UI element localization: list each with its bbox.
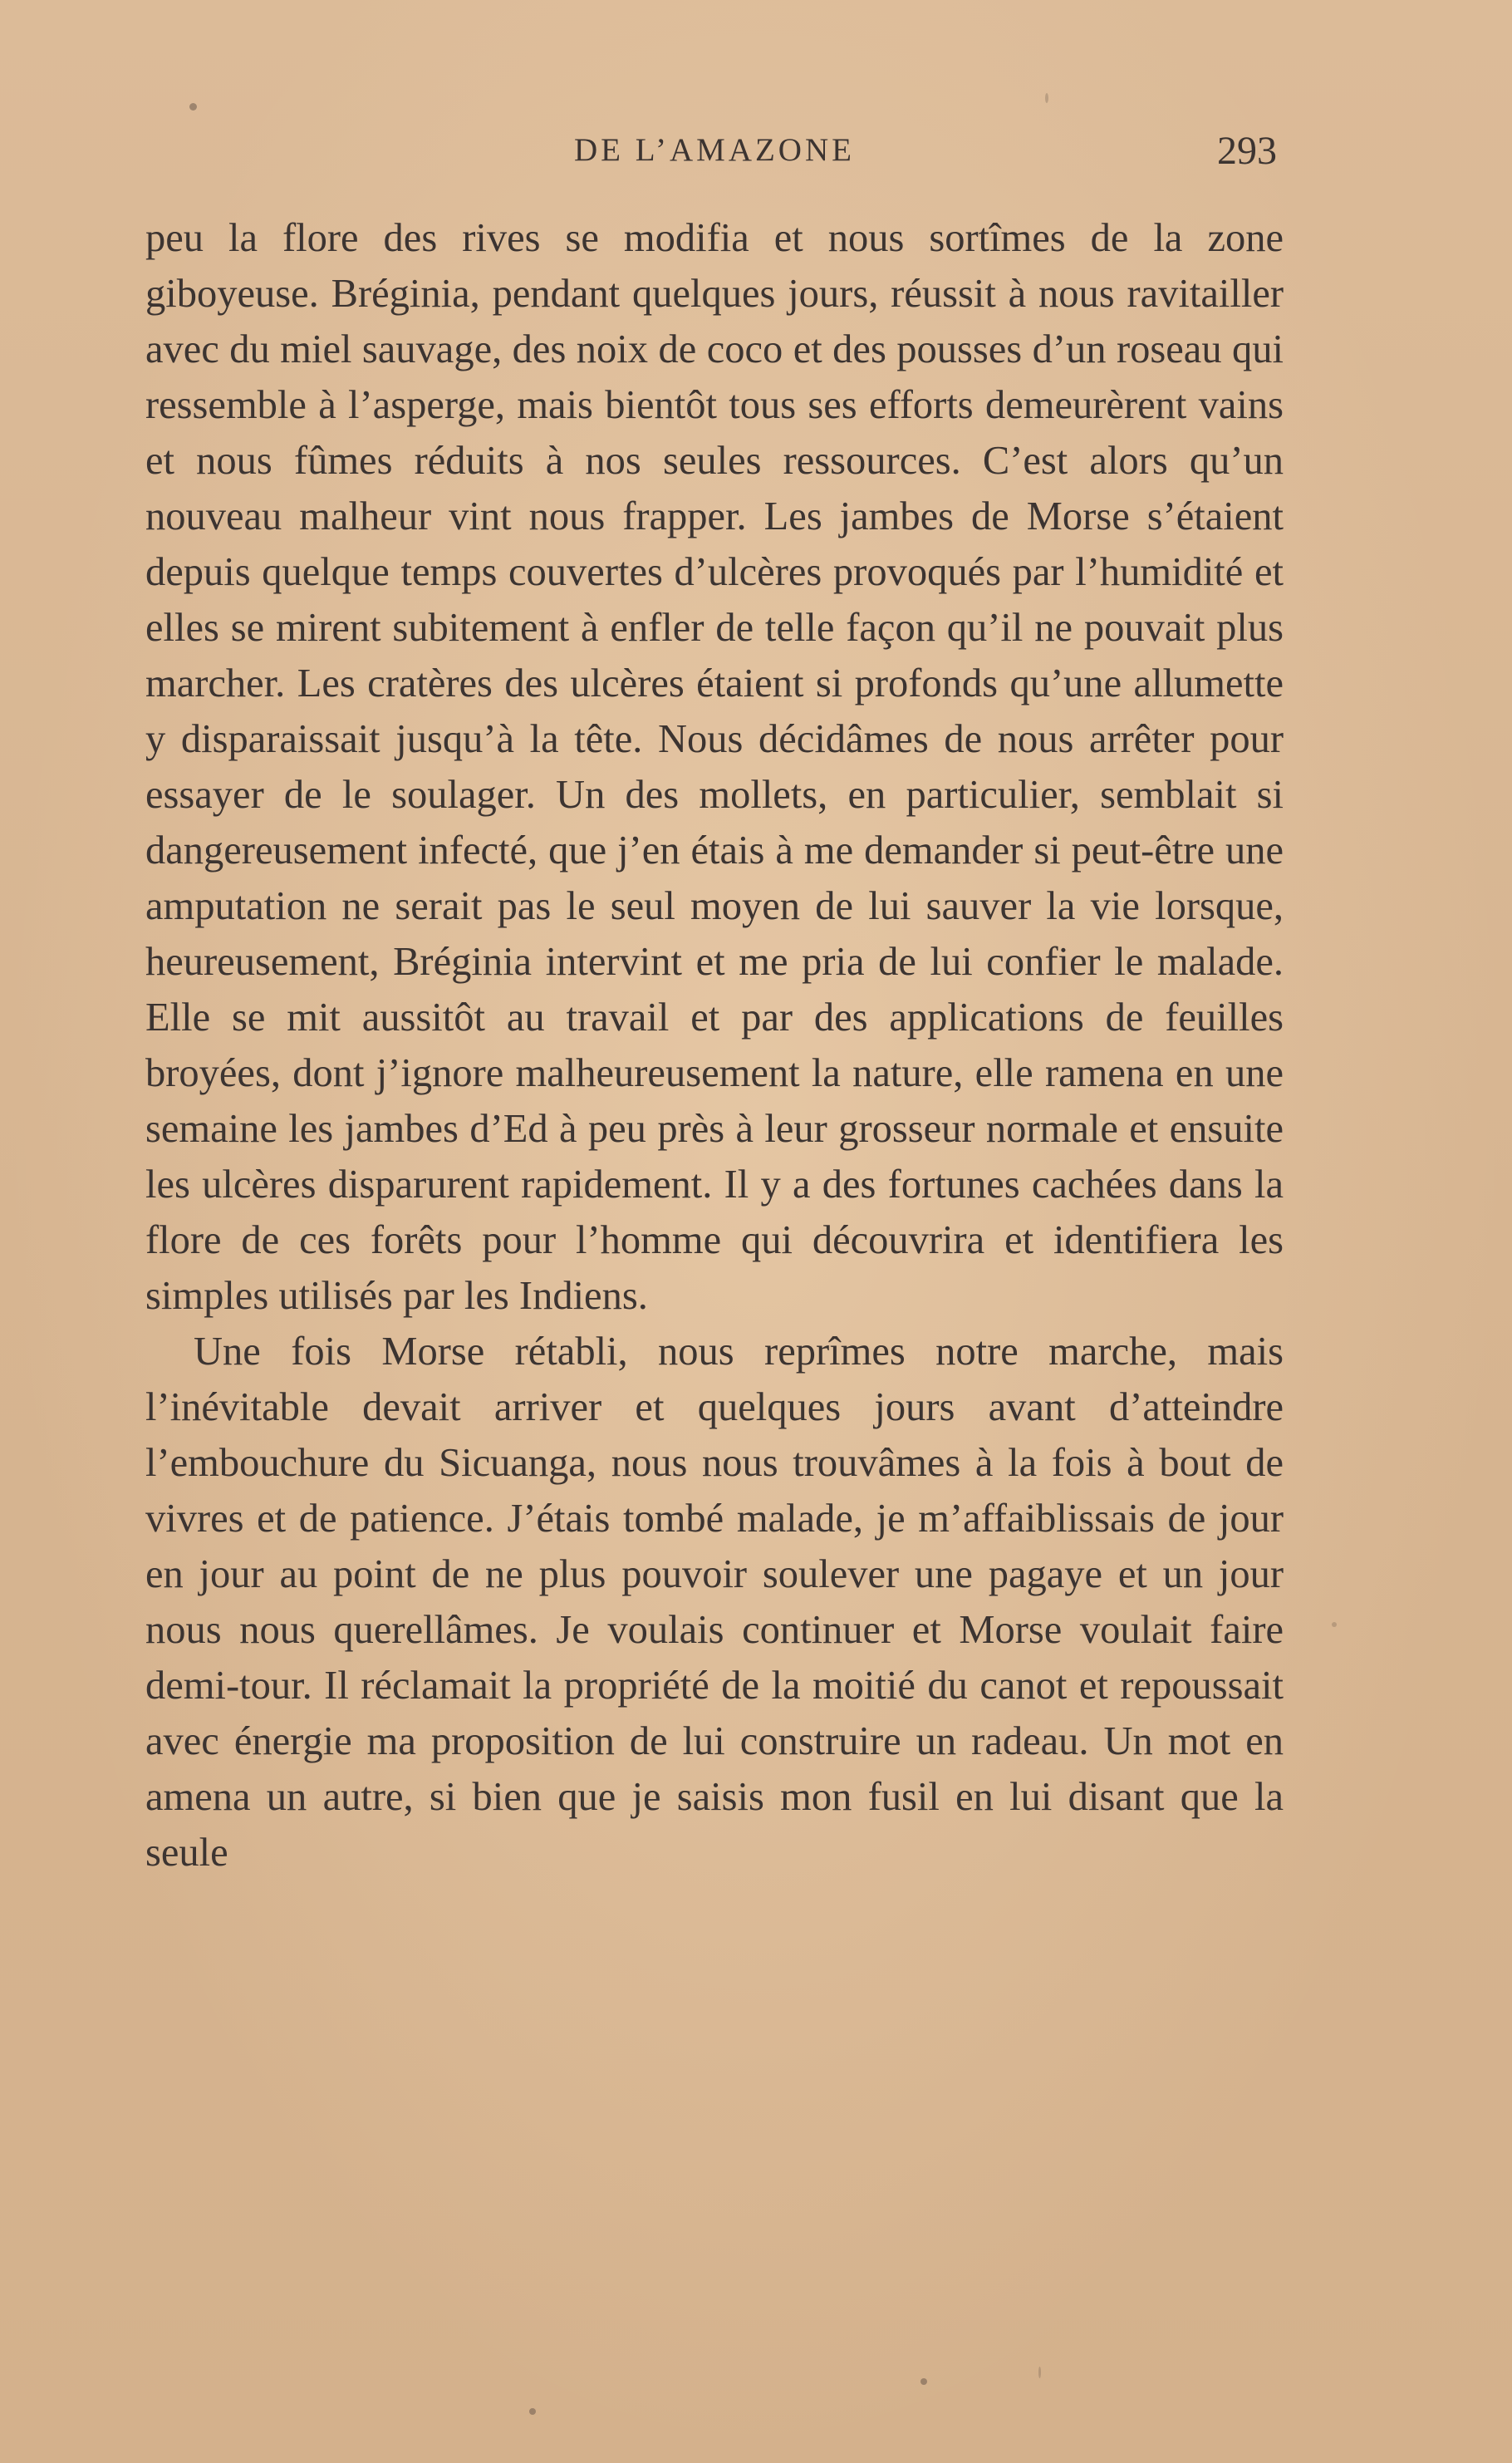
paper-speck	[529, 2408, 536, 2415]
paragraph-2: Une fois Morse rétabli, nous reprîmes notre marche, mais l’inévitable devait arriver et quelques jours avant d’atteindre l’embouchure du Sicuanga, nous nous trouvâmes à la fois à bout de vivres et de patience. J’étais tombé malade, je m’affaiblissais de jour en jour au point de ne plus pouvoir soulever une pagaye et un jour nous nous querellâmes. Je voulais continuer et Morse voulait faire demi-tour. Il réclamait la propriété de la moitié du canot et repoussait avec énergie ma proposition de lui construire un radeau. Un mot en amena un autre, si bien que je saisis mon fusil en lui disant que la seule	[145, 1330, 1284, 1875]
page-header	[145, 125, 1284, 183]
paper-speck	[1045, 93, 1048, 103]
body-text	[145, 210, 1284, 1880]
paper-speck	[189, 103, 197, 111]
paragraph-1: peu la flore des rives se modifia et nous sortîmes de la zone giboyeuse. Bréginia, pendant quelques jours, réussit à nous ravitailler avec du miel sauvage, des noix de coco et des pousses d’un roseau qui ressemble à l’asperge, mais bientôt tous ses efforts demeurèrent vains et nous fûmes réduits à nos seules ressources. C’est alors qu’un nouveau malheur vint nous frapper. Les jambes de Morse s’étaient depuis quelque temps couvertes d’ulcères provoqués par l’humidité et elles se mirent subitement à enfler de telle façon qu’il ne pouvait plus marcher. Les cratères des ulcères étaient si profonds qu’une allumette y disparaissait jusqu’à la tête. Nous décidâmes de nous arrêter pour essayer de le soulager. Un des mollets, en particulier, semblait si dangereusement infecté, que j’en étais à me demander si peut-être une amputation ne serait pas le seul moyen de lui sauver la vie lorsque, heureusement, Bréginia intervint et me pria de lui confier le malade. Elle se mit aussitôt au travail et par des applications de feuilles broyées, dont j’ignore malheureusement la nature, elle ramena en une semaine les jambes d’Ed à peu près à leur grosseur normale et ensuite les ulcères disparurent rapidement. Il y a des fortunes cachées dans la flore de ces forêts pour l’homme qui découvrira et identifiera les simples utilisés par les Indiens.	[145, 216, 1284, 1318]
paper-speck	[920, 2378, 927, 2385]
paper-speck	[1038, 2367, 1041, 2378]
page-number: 293	[1217, 129, 1277, 173]
running-title: DE L’AMAZONE	[574, 132, 855, 168]
paper-speck	[1332, 1622, 1337, 1627]
